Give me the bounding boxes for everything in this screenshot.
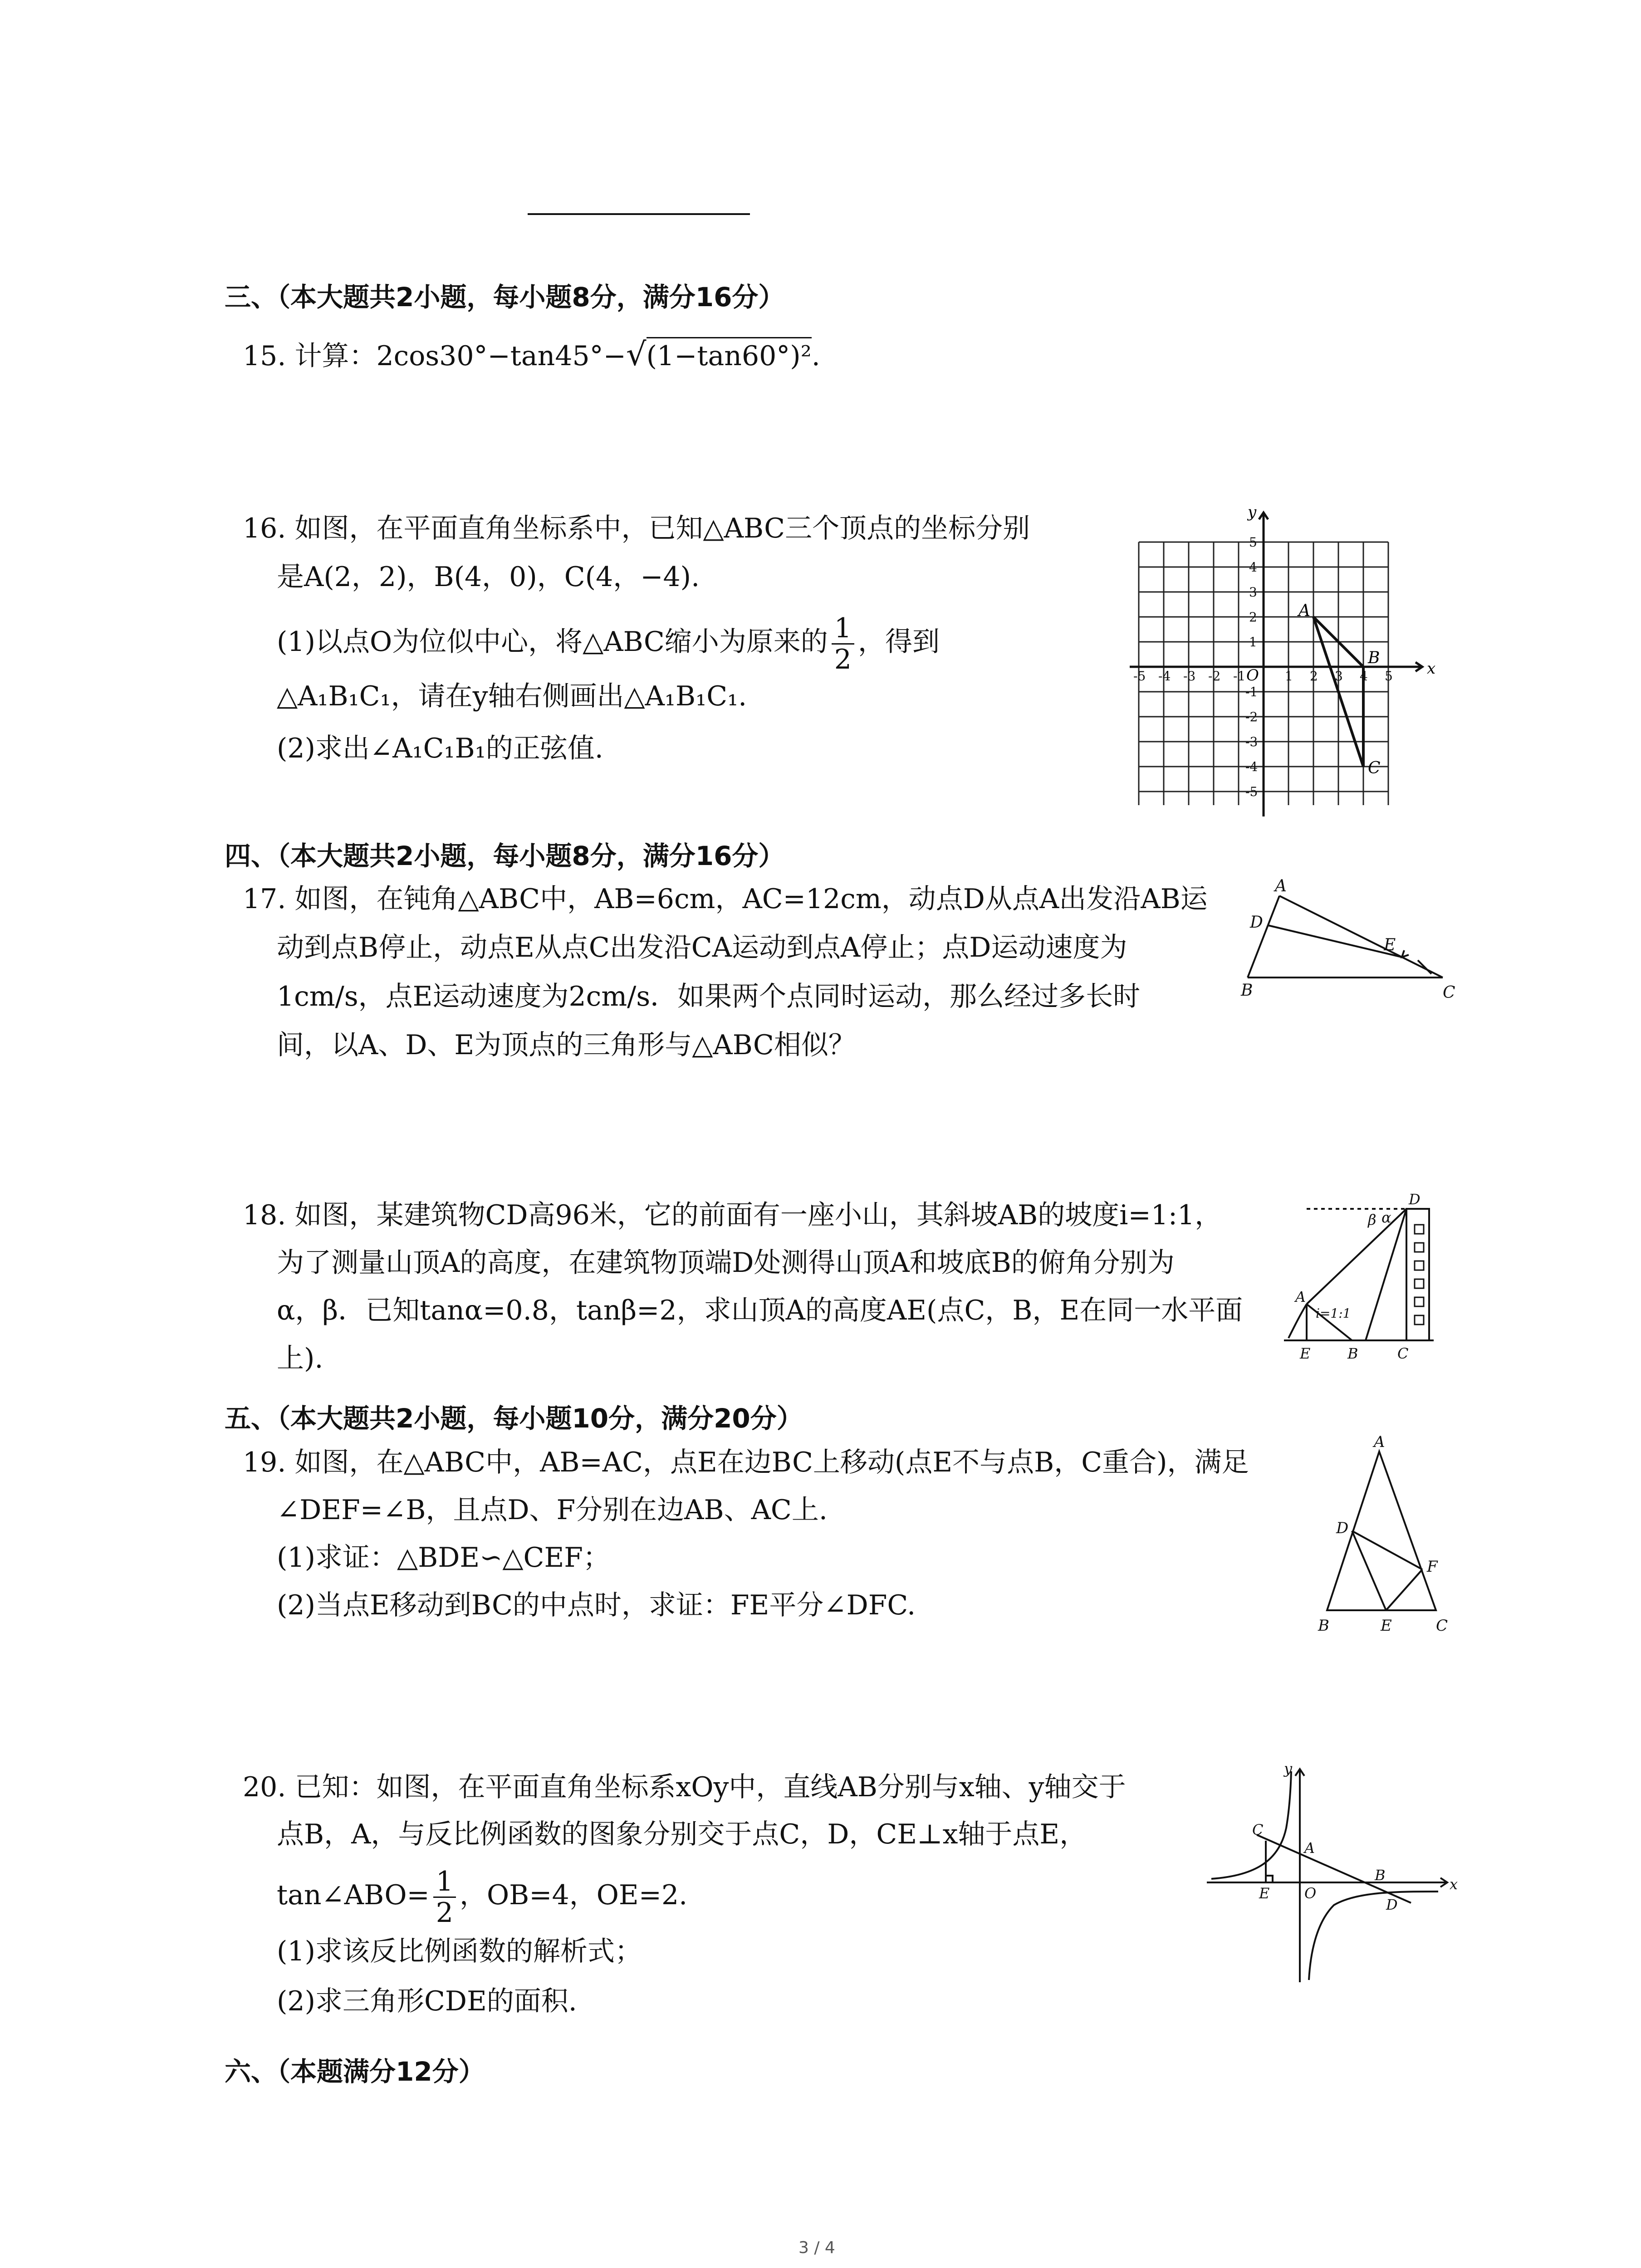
q18-building-hill-figure — [1270, 1188, 1461, 1370]
x-tick: 1 — [1285, 669, 1293, 684]
sqrt-sign: √ — [626, 336, 647, 373]
y-tick: 2 — [1249, 610, 1257, 625]
x-tick: -1 — [1233, 669, 1246, 684]
q16-line5: (2)求出∠A₁C₁B₁的正弦值. — [277, 733, 603, 764]
fraction-numerator: 1 — [832, 613, 854, 645]
y-tick: -2 — [1245, 709, 1258, 724]
q19-line1: 19. 如图，在△ABC中，AB=AC，点E在边BC上移动(点E不与点B，C重合)，满足 — [243, 1447, 1249, 1478]
q20-inverse-function-figure — [1202, 1760, 1456, 1987]
x-tick: 3 — [1335, 669, 1343, 684]
label-e: E — [1384, 936, 1396, 954]
fraction-half — [832, 613, 854, 675]
section-3-heading: 三、（本大题共2小题，每小题8分，满分16分） — [225, 282, 785, 313]
q16-line3a: (1)以点O为位似中心，将△ABC缩小为原来的 — [277, 626, 828, 658]
x-tick: 4 — [1360, 669, 1368, 684]
y-tick: 1 — [1249, 635, 1257, 650]
q16-line4: △A₁B₁C₁，请在y轴右侧画出△A₁B₁C₁. — [277, 680, 747, 712]
y-tick: 3 — [1249, 585, 1257, 600]
q19-line4: (2)当点E移动到BC的中点时，求证：FE平分∠DFC. — [277, 1589, 916, 1621]
q15-radicand: (1−tan60°)² — [647, 337, 812, 372]
label-e: E — [1300, 1345, 1311, 1362]
label-slope: i=1:1 — [1316, 1306, 1351, 1321]
fraction-denominator: 2 — [834, 644, 852, 675]
q16-line3 — [277, 613, 940, 675]
x-tick: 5 — [1385, 669, 1393, 684]
label-a: A — [1374, 1433, 1385, 1451]
q19-line3: (1)求证：△BDE∽△CEF； — [277, 1542, 610, 1574]
x-tick: -2 — [1208, 669, 1221, 684]
y-tick: -3 — [1245, 734, 1258, 749]
q20-line1: 20. 已知：如图，在平面直角坐标系xOy中，直线AB分别与x轴、y轴交于 — [243, 1771, 1126, 1803]
q15-stem: 15. 计算：2cos30°−tan45°− — [243, 340, 626, 372]
label-c: C — [1443, 983, 1455, 1002]
y-tick: 4 — [1249, 560, 1257, 575]
label-d: D — [1250, 913, 1263, 932]
label-a: A — [1295, 1288, 1306, 1305]
point-b-label: B — [1368, 649, 1380, 667]
label-e: E — [1259, 1885, 1270, 1902]
q20-line3b: ，OB=4，OE=2. — [459, 1879, 688, 1911]
label-d: D — [1386, 1896, 1398, 1913]
point-a-label: A — [1298, 601, 1310, 620]
y-tick: -4 — [1245, 759, 1258, 774]
section-5-heading: 五、（本大题共2小题，每小题10分，满分20分） — [225, 1403, 803, 1434]
q17-line4: 间，以A、D、E为顶点的三角形与△ABC相似？ — [277, 1029, 856, 1061]
origin-label: O — [1246, 666, 1259, 684]
section-6-heading: 六、（本题满分12分） — [225, 2056, 485, 2087]
x-tick: -5 — [1133, 669, 1146, 684]
fraction-numerator: 1 — [433, 1867, 456, 1898]
label-f: F — [1427, 1558, 1438, 1576]
y-tick: 5 — [1249, 535, 1257, 550]
q18-line4: 上). — [277, 1343, 323, 1374]
q18-line3: α，β．已知tanα=0.8，tanβ=2，求山顶A的高度AE(点C，B，E在同一水平面 — [277, 1295, 1243, 1326]
q15-line — [243, 335, 820, 375]
x-tick: 2 — [1310, 669, 1318, 684]
y-tick: -5 — [1245, 784, 1258, 799]
q17-line3: 1cm/s，点E运动速度为2cm/s．如果两个点同时运动，那么经过多长时 — [277, 981, 1141, 1012]
q16-line1: 16. 如图，在平面直角坐标系中，已知△ABC三个顶点的坐标分别 — [243, 513, 1030, 544]
x-tick: -4 — [1158, 669, 1171, 684]
page-number: 3 / 4 — [798, 2239, 835, 2257]
q16-coordinate-grid-figure — [1121, 499, 1447, 816]
q20-line5: (2)求三角形CDE的面积. — [277, 1985, 577, 2017]
y-tick: -1 — [1245, 684, 1258, 699]
x-axis-label: x — [1427, 660, 1436, 678]
q16-line3b: ，得到 — [857, 626, 940, 658]
label-o: O — [1304, 1885, 1317, 1902]
y-axis-label: y — [1248, 503, 1257, 521]
q18-line1: 18. 如图，某建筑物CD高96米，它的前面有一座小山，其斜坡AB的坡度i=1:1， — [243, 1199, 1222, 1231]
label-x: x — [1450, 1876, 1458, 1893]
label-b: B — [1318, 1617, 1329, 1635]
label-a: A — [1304, 1839, 1315, 1857]
label-y: y — [1284, 1760, 1293, 1777]
fraction-half — [433, 1867, 456, 1928]
q19-isosceles-triangle-figure — [1307, 1433, 1461, 1642]
section-4-heading: 四、（本大题共2小题，每小题8分，满分16分） — [225, 841, 785, 871]
label-b: B — [1241, 981, 1253, 1000]
q20-line2: 点B，A，与反比例函数的图象分别交于点C，D，CE⊥x轴于点E， — [277, 1818, 1087, 1850]
label-c: C — [1252, 1821, 1264, 1838]
label-b: B — [1375, 1867, 1386, 1884]
label-b: B — [1347, 1345, 1358, 1362]
q17-line2: 动到点B停止，动点E从点C出发沿CA运动到点A停止；点D运动速度为 — [277, 932, 1127, 963]
label-alpha: α — [1381, 1209, 1391, 1226]
answer-blank-line — [528, 213, 750, 215]
q20-line3 — [277, 1867, 687, 1928]
q16-line2: 是A(2，2)，B(4，0)，C(4，−4). — [277, 561, 700, 593]
point-c-label: C — [1368, 759, 1381, 777]
q20-line3a: tan∠ABO= — [277, 1879, 430, 1911]
label-d: D — [1409, 1191, 1421, 1208]
label-c: C — [1436, 1617, 1448, 1635]
x-tick: -3 — [1183, 669, 1196, 684]
label-a: A — [1275, 877, 1287, 895]
q15-tail: . — [811, 340, 820, 372]
label-beta: β — [1368, 1211, 1376, 1228]
q18-line2: 为了测量山顶A的高度，在建筑物顶端D处测得山顶A和坡底B的俯角分别为 — [277, 1247, 1175, 1279]
label-d: D — [1336, 1519, 1349, 1537]
q20-line4: (1)求该反比例函数的解析式； — [277, 1936, 642, 1967]
q17-line1: 17. 如图，在钝角△ABC中，AB=6cm，AC=12cm，动点D从点A出发沿AB运 — [243, 883, 1208, 915]
label-e: E — [1381, 1617, 1392, 1635]
q19-line2: ∠DEF=∠B，且点D、F分别在边AB、AC上. — [277, 1494, 828, 1526]
q17-triangle-figure — [1225, 878, 1461, 1014]
fraction-denominator: 2 — [436, 1897, 453, 1929]
label-c: C — [1397, 1345, 1409, 1362]
